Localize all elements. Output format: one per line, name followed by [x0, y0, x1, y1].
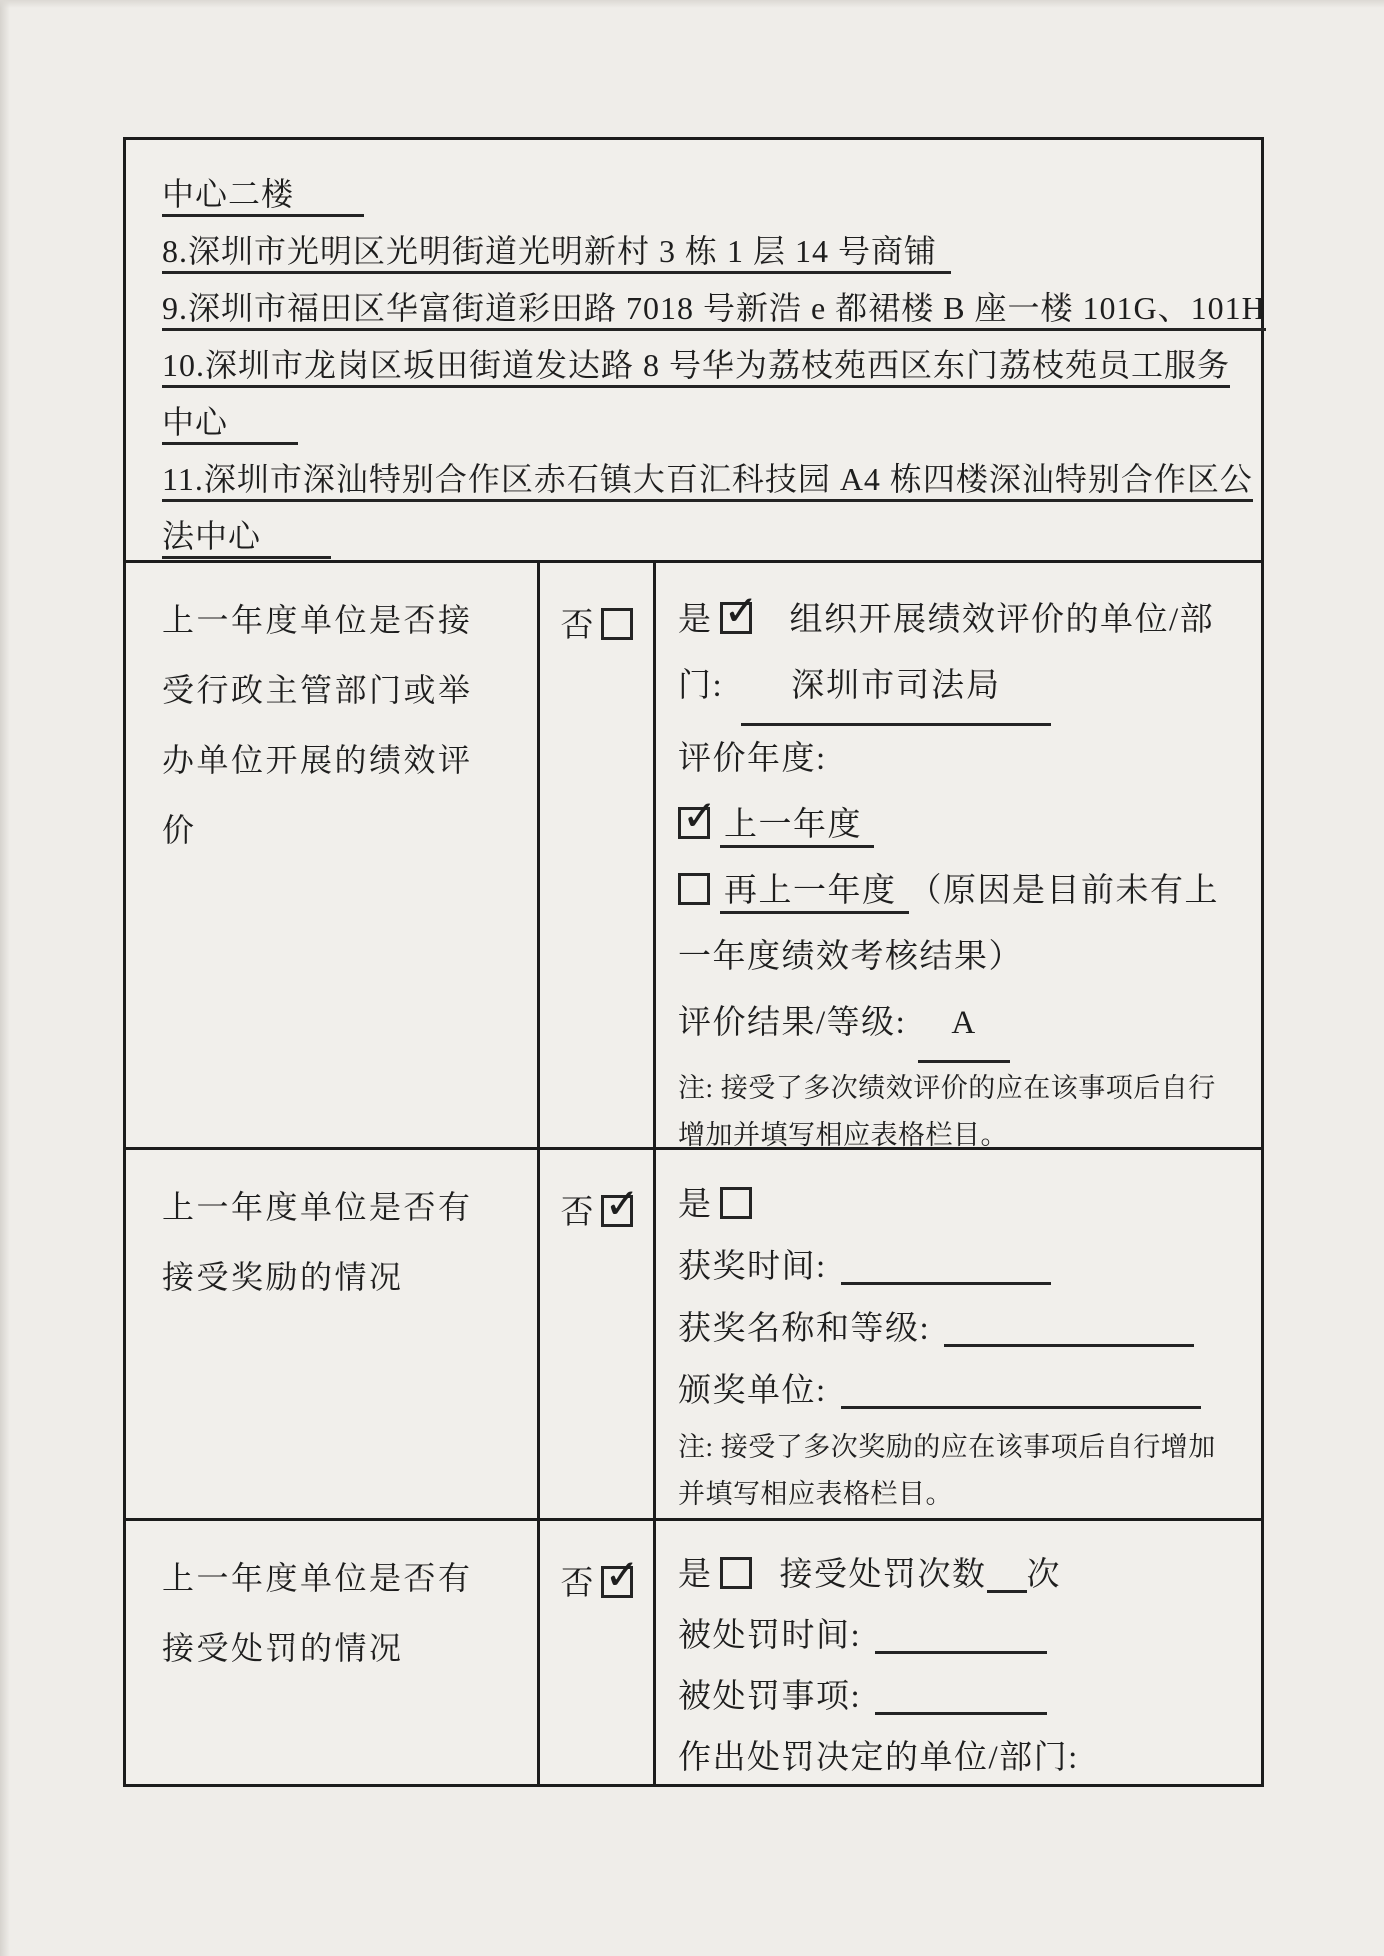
address-line — [162, 166, 1247, 223]
answer-cell — [656, 563, 1261, 1150]
award-name-grade-label: 获奖名称和等级: — [678, 1311, 931, 1347]
answer-line — [678, 726, 1239, 792]
address-text: 10.深圳市龙岗区坂田街道发达路 8 号华为荔枝苑西区东门荔枝苑员工服务 — [162, 347, 1230, 388]
address-line — [162, 394, 1247, 451]
answer-line — [678, 1728, 1239, 1789]
year-before-previous-checkbox — [678, 873, 710, 905]
evaluating-org-label-wrap: 门: — [678, 668, 724, 704]
reason-text: （原因是目前未有上 — [908, 873, 1219, 909]
yes-checkbox — [720, 1187, 752, 1219]
address-text: 法中心 — [162, 518, 331, 559]
answer-cell — [656, 1150, 1261, 1518]
question-text: 上一年度单位是否有接受处罚的情况 — [162, 1560, 473, 1666]
address-text: 中心二楼 — [162, 176, 364, 217]
scan-top-edge-shadow — [0, 0, 1384, 8]
no-option-cell — [540, 1521, 656, 1784]
address-line — [162, 337, 1247, 394]
reason-text-wrap: 一年度绩效考核结果） — [678, 939, 1023, 975]
answer-line — [678, 653, 1239, 726]
no-label: 否 — [560, 1566, 594, 1602]
no-checkbox — [601, 1179, 640, 1228]
table-row-penalties — [126, 1518, 1261, 1784]
blank-field — [875, 1671, 1047, 1715]
answer-line — [678, 587, 1239, 653]
answer-line — [678, 924, 1239, 990]
form-sheet — [123, 137, 1264, 1787]
blank-field — [841, 1365, 1201, 1409]
blank-field — [875, 1610, 1047, 1654]
question-cell — [126, 1150, 540, 1518]
question-text: 上一年度单位是否有接受奖励的情况 — [162, 1189, 473, 1295]
no-option-cell — [540, 563, 656, 1147]
answer-line — [678, 1360, 1239, 1422]
year-before-previous-label: 再上一年度 — [720, 873, 909, 914]
address-line — [162, 280, 1266, 337]
address-continuation-section — [126, 140, 1266, 560]
answer-line — [678, 1545, 1239, 1606]
address-line — [162, 223, 1247, 280]
penalty-count-suffix: 次 — [1026, 1557, 1061, 1593]
address-text: 中心 — [162, 404, 298, 445]
result-grade-value: A — [918, 990, 1010, 1063]
address-text: 11.深圳市深汕特别合作区赤石镇大百汇科技园 A4 栋四楼深汕特别合作区公 — [162, 461, 1253, 502]
note-text: 注: 接受了多次绩效评价的应在该事项后自行增加并填写相应表格栏目。 — [678, 1073, 1216, 1150]
address-text: 8.深圳市光明区光明街道光明新村 3 栋 1 层 14 号商铺 — [162, 233, 951, 274]
yes-label: 是 — [678, 1557, 713, 1593]
answer-line — [678, 1298, 1239, 1360]
yes-checkbox — [720, 586, 761, 635]
awarding-unit-label: 颁奖单位: — [678, 1373, 827, 1409]
answer-line — [678, 1667, 1239, 1728]
penalty-count-label: 接受处罚次数 — [779, 1557, 987, 1593]
answer-line — [678, 1174, 1239, 1236]
address-line — [162, 508, 1247, 565]
scan-left-edge-shadow — [0, 0, 10, 1956]
no-checkbox — [601, 608, 633, 640]
yes-checkbox — [720, 1557, 752, 1589]
question-cell — [126, 563, 540, 1147]
question-text: 上一年度单位是否接受行政主管部门或举办单位开展的绩效评价 — [162, 602, 473, 848]
answer-line — [678, 858, 1239, 924]
evaluation-year-label: 评价年度: — [678, 741, 827, 777]
check-mark: ✓ — [604, 1550, 640, 1599]
answer-cell — [656, 1521, 1261, 1784]
yes-label: 是 — [678, 1187, 713, 1223]
table-row-awards — [126, 1147, 1261, 1518]
previous-year-label: 上一年度 — [720, 807, 874, 848]
answer-line — [678, 990, 1239, 1063]
blank-field — [987, 1549, 1027, 1593]
penalty-decision-unit-label: 作出处罚决定的单位/部门: — [678, 1740, 1079, 1776]
no-label: 否 — [560, 608, 594, 644]
previous-year-checkbox — [678, 791, 719, 840]
yes-label: 是 — [678, 602, 713, 638]
award-time-label: 获奖时间: — [678, 1249, 827, 1285]
evaluating-org-value: 深圳市司法局 — [741, 653, 1051, 726]
address-line — [162, 451, 1253, 508]
answer-line — [678, 792, 1239, 858]
penalty-matter-label: 被处罚事项: — [678, 1679, 862, 1715]
answer-line — [678, 1606, 1239, 1667]
table-row-performance-evaluation — [126, 560, 1261, 1150]
check-mark: ✓ — [682, 791, 719, 840]
blank-field — [841, 1241, 1051, 1285]
check-mark: ✓ — [723, 586, 761, 635]
result-grade-label: 评价结果/等级: — [678, 1005, 907, 1041]
no-label: 否 — [560, 1195, 594, 1231]
answer-line — [678, 1236, 1239, 1298]
blank-field — [944, 1303, 1194, 1347]
question-cell — [126, 1521, 540, 1784]
address-text: 9.深圳市福田区华富街道彩田路 7018 号新浩 e 都裙楼 B 座一楼 101G、101H — [162, 290, 1266, 331]
evaluating-org-label: 组织开展绩效评价的单位/部 — [789, 602, 1215, 638]
penalty-time-label: 被处罚时间: — [678, 1618, 862, 1654]
check-mark: ✓ — [604, 1179, 640, 1228]
no-option-cell — [540, 1150, 656, 1518]
note-text: 注: 接受了多次奖励的应在该事项后自行增加并填写相应表格栏目。 — [678, 1432, 1216, 1509]
no-checkbox — [601, 1550, 640, 1599]
